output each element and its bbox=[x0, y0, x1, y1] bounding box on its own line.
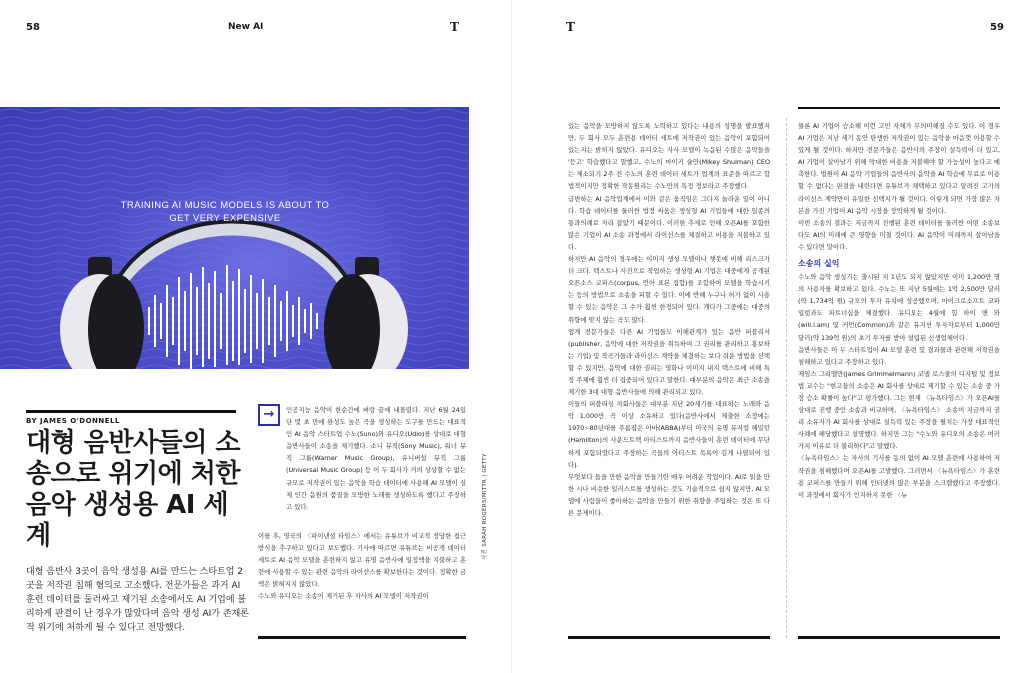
body-paragraph: 업계 전문가들은 다른 AI 기업들도 이해관계가 있는 음반 퍼블리셔(publisher, 음악에 대한 저작권을 취득하여 그 권리를 관리하고 홍보하는 기업) 및 작곡가들과 라이선스 계약을 체결하는 보다 쉬운 방법을 선택할 수 있지만, 음악에 대한 권리는 영화나 이미지 내지 텍스트에 비해 특정 주체에 훨씬 더 집중되어 있다고 말한다. 대부분의 음악은 최근 소송을 제기한 3대 대형 음반사들에 의해 관리되고 있다. bbox=[568, 327, 770, 397]
column-divider bbox=[786, 118, 787, 638]
body-paragraph: 이들의 퍼블리싱 자회사들은 대부분 지난 20세기를 대표하는 노래와 음악 1,000만 곡 이상 소유하고 있다(음반사에서 제출한 소장에는 1970~80년대를 주름잡은 아바(ABBA)부터 미국의 유명 뮤지컬 해밀턴(Hamilton)의 사운드트랙 아티스트까지 음반사들이 훈련 데이터에 무단하게 포함되었다고 주장하는 곡들의 아티스트 목록이 길게 나열되어 있다). bbox=[568, 400, 770, 469]
body-paragraph: 이를 후, 영국의 〈파이낸셜 타임스〉에서는 유튜브가 비교적 정당한 접근 방식을 추구하고 있다고 보도했다. 기사에 따르면 유튜브는 비공개 데이터 세트로 AI 음악 모델을 훈련하지 않고 유명 음반사에 일정액을 지불하고 훈련에 사용할 수 있는 관련 음악의 라이선스를 확보한다는 것이다. 정확한 금액은 밝혀지지 않았다. bbox=[258, 532, 466, 589]
arrow-right-icon: → bbox=[258, 404, 280, 426]
byline: BY JAMES O'DONNELL bbox=[26, 417, 120, 425]
body-column-1-cont bbox=[258, 530, 466, 603]
body-paragraph: 〈뉴욕타임스〉는 자사의 기사를 동의 없이 AI 모델 훈련에 사용하여 저작권을 침해했다며 오픈AI를 고발했다. 그러면서 〈뉴욕타임스〉가 훈련용 코퍼스를 만들기 위해 인터넷의 많은 부분을 스크랩했다고 주장했다. 이 과정에서 회사가 인지하지 못한 〈뉴 bbox=[798, 454, 1000, 499]
hero-image bbox=[0, 107, 469, 369]
photo-credit: 사진 SARAH ROGERS/MITTR | GETTY bbox=[482, 453, 488, 560]
headline-top-rule bbox=[26, 410, 236, 413]
body-paragraph: 급변하는 AI 음악업계에서 이와 같은 움직임은 그다지 놀라운 일이 아니다. 학습 데이터를 둘러싼 법정 싸움은 생성형 AI 기업들에 대한 일종의 통과의례로 자리 잡았기 때문이다. 이러한 추세로 인해 오픈AI를 포함한 많은 기업이 AI 소송 과정에서 라이선스를 체결하고 비용을 지불하고 있다. bbox=[568, 194, 770, 251]
body-column-3 bbox=[798, 120, 1000, 501]
body-paragraph: 수노와 유디오는 소송이 제기된 후 자사의 AI 모델이 저작권이 bbox=[258, 592, 429, 601]
body-paragraph: 수노와 음악 생성기는 출시된 지 1년도 되지 않았지만 이미 1,200만 명의 사용자를 확보하고 있다. 수노는 또 지난 5월에는 1억 2,500만 달러(약 1,734억 원) 규모의 투자 유치에 성공했으며, 마이크로소프트 코파일럿과도 파트너십을 체결했다. 유디오는 4월에 힙 하이 앤 와(will.i.am) 및 커먼(Common)과 같은 뮤지션 투자자로부터 1,000만 달러(약 139억 원)의 초기 투자를 받아 설립된 신생업체이다. bbox=[798, 273, 1000, 342]
body-paragraph: 무엇보다 돕을 만한 음악을 만들기란 매우 어려운 작업이다. AI로 읽을 만한 시나 비슷한 일러스트를 생성하는 것도 기술적으로 쉽지 않지만, AI 모델에 사람들이 좋아하는 음악을 만들기 위한 취향을 주입하는 것은 또 다른 문제이다. bbox=[568, 472, 770, 517]
column-bottom-rule-1 bbox=[258, 636, 466, 639]
body-column-2 bbox=[568, 120, 770, 519]
headline: 대형 음반사들의 소송으로 위기에 처한 음악 생성용 AI 세계 bbox=[26, 428, 241, 551]
column-top-rule-3 bbox=[798, 107, 1000, 109]
body-paragraph: 있는 음악을 모방하지 않도록 노력하고 있다는 내용의 성명을 발표했지만, 두 회사 모두 훈련용 데이터 세트에 저작권이 있는 음악이 포함되어 있는지는 밝히지 않았다. 유디오는 자사 모델이 녹음된 수많은 음악들을 '듣고' 학습했다고 말했고, 수노의 마이키 슐만(Mikey Shulman) CEO는 제소되기 2주 전 수노의 훈련 데이터 세트가 업계의 표준을 따르고 합법적이지만 정확한 작동원리는 수노만의 특정 정보라고 주장했다. bbox=[568, 122, 770, 191]
hero-pattern bbox=[0, 107, 469, 369]
body-paragraph: 제임스 그리멜만(James Grimmelmann) 코넬 로스쿨의 디지털 및 정보법 교수는 "현고들의 소송은 AI 회사를 상대로 제기할 수 있는 소송 중 가장 승소 확률이 높다"고 평가했다. 그는 현재 〈뉴욕타임스〉가 오픈AI를 상대로 진행 중인 소송과 비교하며, 〈뉴욕타임스〉 소송이 지금까지 권리 소유자가 AI 회사를 상대로 설득력 있는 주장을 펼치는 가장 대표적인 사례에 해당했다고 설명했다. 하지만 그는 "수노와 유디오의 소송은 여러 가지 이유로 더 불리하다"고 말했다. bbox=[798, 369, 1000, 451]
body-paragraph: 이번 소송의 결과는 지금까지 진행된 훈련 데이터를 둘러싼 어떤 소송보다도 AI의 미래에 큰 영향을 미칠 것이다. AI 음악이 미래까지 살아남을 수 있다면 말이다. bbox=[798, 218, 1000, 251]
body-column-1 bbox=[286, 404, 466, 513]
body-paragraph: 하지만 AI 음악의 경우에는 이미지 생성 모델이나 챗봇에 비해 리스크가 더 크다. 텍스트나 사진으로 작업하는 생성형 AI 기업은 대중에게 공개된 오픈소스 코퍼스(corpus, 언어 표본 집합)를 조합하여 모델을 학습시키는 등의 방법으로 소송을 피할 수 있다. 이에 반해 누구나 허가 없이 사용할 수 있는 음악은 그 수가 훨씬 한정되어 있다. 게다가 그중에는 대중의 취향에 맞지 않는 곡도 많다. bbox=[568, 255, 770, 324]
magazine-logo-mark-right: T bbox=[566, 20, 575, 34]
hero-caption: TRAINING AI MUSIC MODELS IS ABOUT TO GET VERY EXPENSIVE bbox=[120, 200, 330, 224]
dek: 대형 음반사 3곳이 음악 생성용 AI를 만드는 스타트업 2곳을 저작권 침해 혐의로 고소했다. 전문가들은 과거 AI 훈련 데이터를 둘러싸고 제기된 소송에서도 AI 기업에 불리하게 판결이 난 경우가 많았다며 음악 생성 AI가 존재론적 위기에 처하게 될 수 있다고 전망했다. bbox=[26, 567, 249, 633]
running-head: New AI bbox=[228, 22, 264, 32]
body-paragraph: 물론 AI 기업이 승소해 이런 고민 자체가 무의미해질 수도 있다. 이 경우 AI 기업은 지난 세기 동안 탄생한 저작권이 있는 음악을 마음껏 이용할 수 있게 될 것이다. 하지만 전문가들은 음반사의 주장이 설득력이 더 있고, AI 기업이 살아남기 위해 막대한 비용을 지불해야 할 가능성이 높다고 예측한다. 법원이 AI 음악 기업들의 음반사의 음악을 AI 학습에 무료로 이용할 수 없다는 판결을 내린다면 유튜브가 채택하고 있다고 알려진 고가의 라이선스 계약만이 유일한 선택지가 될 것이다. 이렇게 되면 가장 많은 자본을 가진 기업이 AI 음악 시장을 장악하게 될 것이다. bbox=[798, 122, 1000, 215]
column-bottom-rule-2 bbox=[568, 636, 770, 639]
page-number-right: 59 bbox=[990, 22, 1004, 33]
page-number-left: 58 bbox=[26, 22, 40, 33]
body-paragraph: 음반사들은 이 두 스타트업이 AI 모델 훈련 및 결과물과 관련해 저작권을 침해하고 있다고 주장하고 있다. bbox=[798, 345, 1000, 366]
section-subhead: 소송의 실익 bbox=[798, 259, 840, 269]
column-bottom-rule-3 bbox=[798, 636, 1000, 639]
body-paragraph: 인공지능 음악이 한순간에 벼랑 끝에 내몰렸다. 지난 6월 24일 단 몇 초 만에 완성도 높은 곡을 생성하는 도구를 만드는 대표적인 AI 음악 스타트업 수노(Suno)와 유디오(Udio)를 상대로 대형 음반사들이 소송을 제기했다. 소니 뮤직(Sony Music), 워너 뮤직 그룹(Warner Music Group), 유니버설 뮤직 그룹(Universal Music Group) 등 이 두 회사가 거의 상상할 수 없는 규모로 저작권이 있는 음악을 학습 데이터에 사용해 AI 모델이 실제 인간 음원의 품질을 모방한 노래를 생성하도록 했다고 주장하고 있다. bbox=[286, 406, 466, 511]
magazine-logo-mark: T bbox=[450, 20, 459, 34]
